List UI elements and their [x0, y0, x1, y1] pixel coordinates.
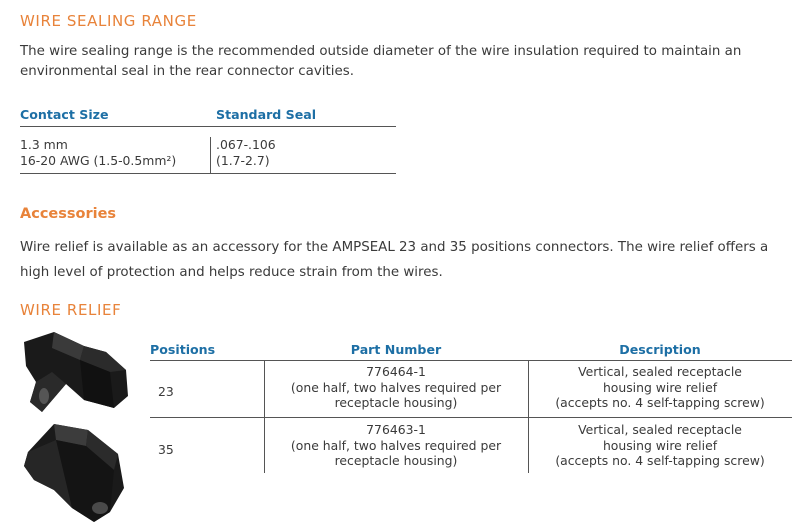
contact-size-cell	[20, 137, 176, 168]
header-standard-seal: Standard Seal	[216, 107, 317, 122]
contact-size-awg: 16-20 AWG (1.5-0.5mm²)	[20, 152, 177, 168]
wire-sealing-table	[20, 107, 396, 168]
seal-range-in: .067-.106	[216, 137, 276, 152]
description-line: Vertical, sealed receptacle	[578, 364, 742, 379]
position-35: 35	[158, 442, 174, 457]
description-line: (accepts no. 4 self-tapping screw)	[555, 395, 765, 410]
contact-size-mm: 1.3 mm	[20, 137, 68, 152]
wire-sealing-heading: WIRE SEALING RANGE	[20, 12, 197, 30]
description-line: (accepts no. 4 self-tapping screw)	[555, 453, 765, 468]
seal-table-header	[20, 107, 396, 125]
accessories-text: Wire relief is available as an accessory for the AMPSEAL 23 and 35 positions connectors. The wire relief offers a high level of protection and helps reduce strain from the wires.	[20, 240, 769, 280]
wire-relief-part-lower	[24, 424, 124, 522]
description-line: Vertical, sealed receptacle	[578, 422, 742, 437]
seal-range-mm: (1.7-2.7)	[216, 152, 270, 168]
seal-bottom-rule	[20, 173, 396, 174]
description-cell	[528, 364, 792, 411]
description-cell	[528, 422, 792, 469]
description-line: housing wire relief	[602, 379, 718, 395]
part-number-cell	[264, 364, 528, 411]
accessories-heading: Accessories	[20, 206, 117, 222]
part-note-cont: receptacle housing)	[334, 453, 458, 468]
seal-column-divider	[210, 137, 211, 173]
header-positions: Positions	[150, 342, 216, 357]
wire-sealing-intro: The wire sealing range is the recommended outside diameter of the wire insulation required to maintain an environmental seal in the rear connector cavities.	[20, 44, 742, 79]
wire-relief-product-image	[14, 326, 140, 526]
header-part-number: Part Number	[350, 342, 442, 357]
header-description: Description	[619, 342, 701, 357]
header-contact-size: Contact Size	[20, 107, 109, 122]
relief-header-rule	[150, 360, 792, 361]
part-number-776463: 776463-1	[366, 422, 426, 437]
part-note: (one half, two halves required per	[290, 437, 502, 453]
part-number-cell	[264, 422, 528, 469]
wire-relief-heading: WIRE RELIEF	[20, 301, 122, 319]
standard-seal-cell	[216, 137, 276, 168]
part-number-776464: 776464-1	[366, 364, 426, 379]
relief-row-rule	[150, 417, 792, 418]
position-23: 23	[158, 384, 174, 399]
seal-header-rule	[20, 126, 396, 127]
wire-relief-part-upper	[24, 332, 128, 412]
part-note: (one half, two halves required per	[290, 379, 502, 395]
seal-table-row	[20, 137, 396, 173]
part-note-cont: receptacle housing)	[334, 395, 458, 410]
description-line: housing wire relief	[602, 437, 718, 453]
